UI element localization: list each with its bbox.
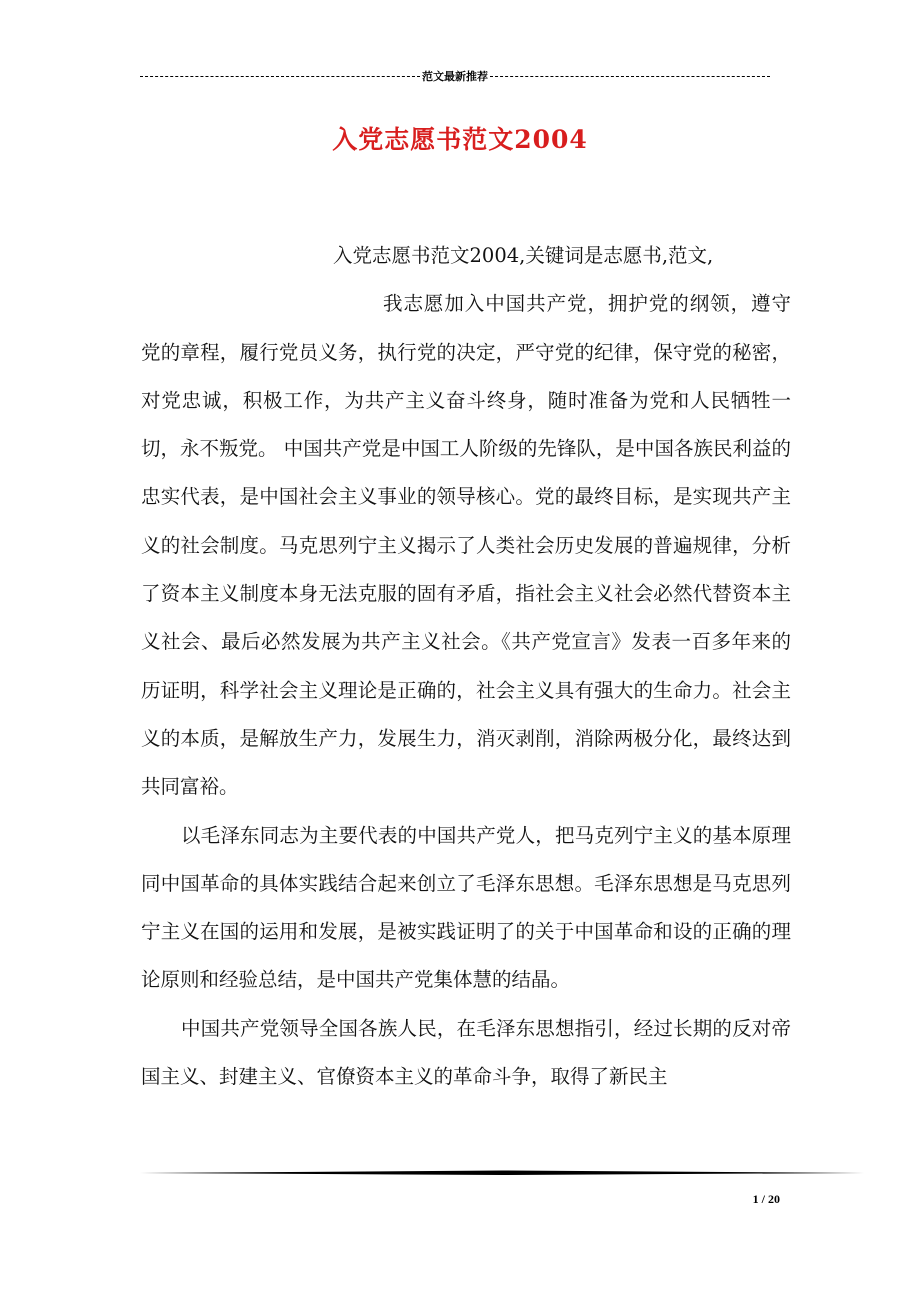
header-dashed-line-left	[140, 76, 420, 77]
paragraph-revolution: 中国共产党领导全国各族人民，在毛泽东思想指引，经过长期的反对帝国主义、封建主义、官僚资本主义的革命斗争，取得了新民主	[141, 1016, 791, 1089]
header-dashed-line-right	[490, 76, 770, 77]
header-label: 范文最新推荐	[422, 70, 488, 83]
document-body	[141, 232, 791, 1101]
page-current: 1	[752, 1192, 759, 1206]
page-header	[140, 66, 770, 86]
document-title: 入党志愿书范文2004	[332, 125, 588, 154]
page-number	[700, 1192, 780, 1207]
paragraph-mao-thought: 以毛泽东同志为主要代表的中国共产党人，把马克列宁主义的基本原理同中国革命的具体实践结合起来创立了毛泽东思想。毛泽东思想是马克思列宁主义在国的运用和发展，是被实践证明了的关于中国革命和设的正确的理论原则和经验总结，是中国共产党集体慧的结晶。	[141, 823, 791, 992]
page-total: 20	[768, 1192, 780, 1206]
paragraph-pledge: 我志愿加入中国共产党，拥护党的纲领，遵守党的章程，履行党员义务，执行党的决定，严守党的纪律，保守党的秘密，对党忠诚，积极工作，为共产主义奋斗终身，随时准备为党和人民牺牲一切，永不叛党。 中国共产党是中国工人阶级的先锋队，是中国各族民利益的忠实代表，是中国社会主义事业的领导核心。党的最终目标，是实现共产主义的社会制度。马克思列宁主义揭示了人类社会历史发展的普遍规律，分析了资本主义制度本身无法克服的固有矛盾，指社会主义社会必然代替资本主义社会、最后必然发展为共产主义社会。《共产党宣言》发表一百多年来的历证明，科学社会主义理论是正确的，社会主义具有强大的生命力。社会主义的本质，是解放生产力，发展生力，消灭剥削，消除两极分化，最终达到共同富裕。	[141, 292, 791, 799]
keywords-line: 入党志愿书范文2004,关键词是志愿书,范文,	[333, 244, 714, 267]
page-separator: /	[758, 1192, 768, 1206]
footer-divider	[140, 1170, 864, 1175]
